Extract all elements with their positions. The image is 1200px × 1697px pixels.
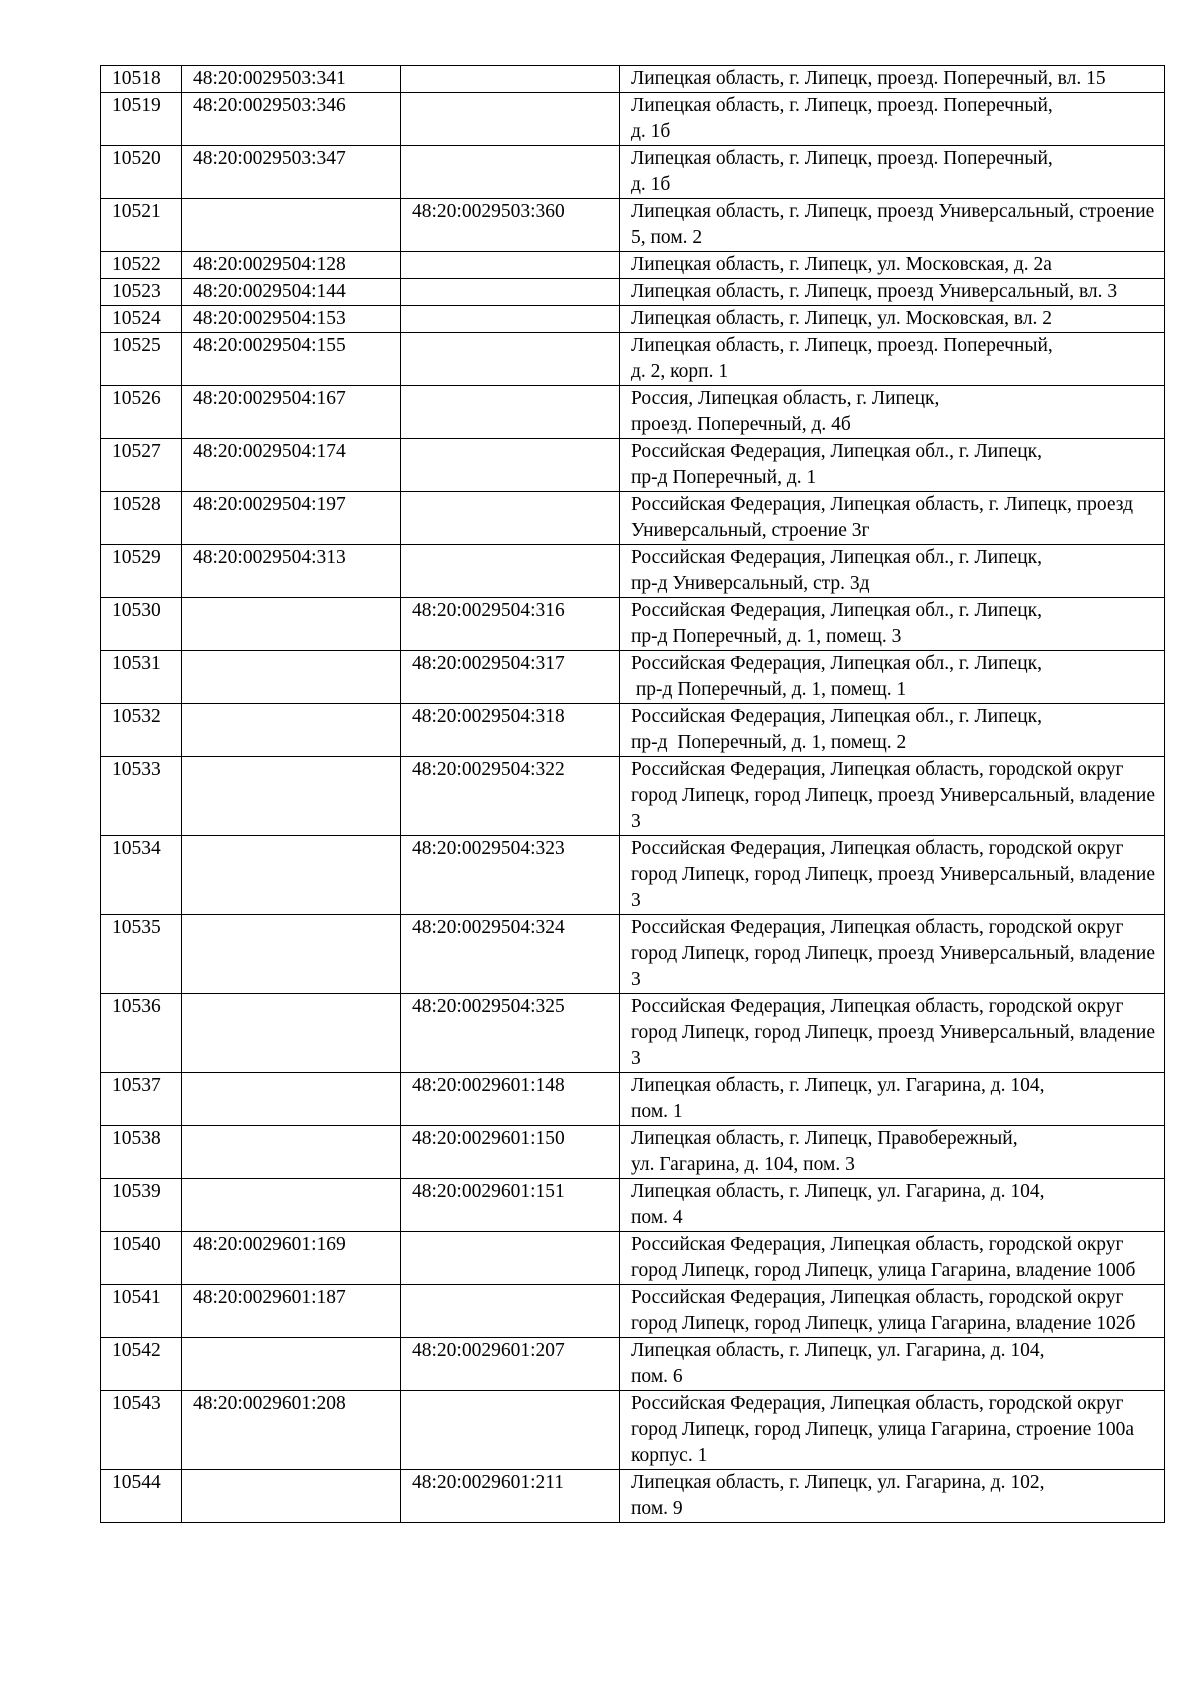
- object-cadastral-number-cell: [401, 386, 620, 439]
- address-cell: Российская Федерация, Липецкая область, городской округ город Липецк, город Липецк, проезд Универсальный, владение 3: [620, 915, 1165, 994]
- address-cell: Российская Федерация, Липецкая обл., г. Липецк, пр-д Поперечный, д. 1, помещ. 2: [620, 704, 1165, 757]
- row-number-cell: 10533: [101, 757, 182, 836]
- registry-table-body: [101, 66, 1165, 1523]
- row-number-cell: 10535: [101, 915, 182, 994]
- land-cadastral-number-cell: [182, 1338, 401, 1391]
- row-number-cell: 10519: [101, 93, 182, 146]
- object-cadastral-number-cell: 48:20:0029504:323: [401, 836, 620, 915]
- table-row: [101, 252, 1165, 279]
- address-cell: Российская Федерация, Липецкая область, городской округ город Липецк, город Липецк, улица Гагарина, владение 102б: [620, 1285, 1165, 1338]
- table-row: [101, 492, 1165, 545]
- land-cadastral-number-cell: 48:20:0029504:167: [182, 386, 401, 439]
- land-cadastral-number-cell: [182, 1179, 401, 1232]
- row-number-cell: 10524: [101, 306, 182, 333]
- table-row: [101, 1470, 1165, 1523]
- row-number-cell: 10523: [101, 279, 182, 306]
- object-cadastral-number-cell: 48:20:0029504:318: [401, 704, 620, 757]
- table-row: [101, 306, 1165, 333]
- address-cell: Российская Федерация, Липецкая область, городской округ город Липецк, город Липецк, улица Гагарина, владение 100б: [620, 1232, 1165, 1285]
- object-cadastral-number-cell: [401, 279, 620, 306]
- row-number-cell: 10529: [101, 545, 182, 598]
- table-row: [101, 1073, 1165, 1126]
- table-row: [101, 651, 1165, 704]
- address-cell: Российская Федерация, Липецкая область, городской округ город Липецк, город Липецк, проезд Универсальный, владение 3: [620, 836, 1165, 915]
- object-cadastral-number-cell: [401, 252, 620, 279]
- object-cadastral-number-cell: [401, 439, 620, 492]
- row-number-cell: 10518: [101, 66, 182, 93]
- address-cell: Российская Федерация, Липецкая область, г. Липецк, проезд Универсальный, строение 3г: [620, 492, 1165, 545]
- land-cadastral-number-cell: [182, 651, 401, 704]
- table-row: [101, 836, 1165, 915]
- land-cadastral-number-cell: 48:20:0029601:187: [182, 1285, 401, 1338]
- table-row: [101, 146, 1165, 199]
- object-cadastral-number-cell: [401, 492, 620, 545]
- address-cell: Российская Федерация, Липецкая область, городской округ город Липецк, город Липецк, улица Гагарина, строение 100а корпус. 1: [620, 1391, 1165, 1470]
- object-cadastral-number-cell: 48:20:0029601:211: [401, 1470, 620, 1523]
- table-row: [101, 439, 1165, 492]
- row-number-cell: 10539: [101, 1179, 182, 1232]
- land-cadastral-number-cell: [182, 1126, 401, 1179]
- table-row: [101, 1285, 1165, 1338]
- address-cell: Липецкая область, г. Липецк, проезд Универсальный, вл. 3: [620, 279, 1165, 306]
- object-cadastral-number-cell: [401, 93, 620, 146]
- row-number-cell: 10538: [101, 1126, 182, 1179]
- address-cell: Липецкая область, г. Липецк, проезд. Поперечный, д. 2, корп. 1: [620, 333, 1165, 386]
- address-cell: Российская Федерация, Липецкая обл., г. Липецк, пр-д Поперечный, д. 1, помещ. 1: [620, 651, 1165, 704]
- land-cadastral-number-cell: 48:20:0029504:153: [182, 306, 401, 333]
- address-cell: Липецкая область, г. Липецк, ул. Московская, д. 2а: [620, 252, 1165, 279]
- object-cadastral-number-cell: [401, 66, 620, 93]
- address-cell: Российская Федерация, Липецкая обл., г. Липецк, пр-д Поперечный, д. 1, помещ. 3: [620, 598, 1165, 651]
- object-cadastral-number-cell: 48:20:0029503:360: [401, 199, 620, 252]
- row-number-cell: 10525: [101, 333, 182, 386]
- row-number-cell: 10543: [101, 1391, 182, 1470]
- table-row: [101, 915, 1165, 994]
- object-cadastral-number-cell: [401, 333, 620, 386]
- land-cadastral-number-cell: [182, 915, 401, 994]
- land-cadastral-number-cell: [182, 1073, 401, 1126]
- address-cell: Липецкая область, г. Липецк, проезд. Поперечный, д. 1б: [620, 146, 1165, 199]
- table-row: [101, 545, 1165, 598]
- row-number-cell: 10520: [101, 146, 182, 199]
- land-cadastral-number-cell: 48:20:0029504:144: [182, 279, 401, 306]
- address-cell: Липецкая область, г. Липецк, ул. Московская, вл. 2: [620, 306, 1165, 333]
- object-cadastral-number-cell: 48:20:0029601:151: [401, 1179, 620, 1232]
- row-number-cell: 10531: [101, 651, 182, 704]
- table-row: [101, 1391, 1165, 1470]
- table-row: [101, 1338, 1165, 1391]
- row-number-cell: 10541: [101, 1285, 182, 1338]
- address-cell: Российская Федерация, Липецкая область, городской округ город Липецк, город Липецк, проезд Универсальный, владение 3: [620, 994, 1165, 1073]
- land-cadastral-number-cell: 48:20:0029503:346: [182, 93, 401, 146]
- address-cell: Липецкая область, г. Липецк, ул. Гагарина, д. 104, пом. 1: [620, 1073, 1165, 1126]
- table-row: [101, 93, 1165, 146]
- address-cell: Липецкая область, г. Липецк, ул. Гагарина, д. 104, пом. 6: [620, 1338, 1165, 1391]
- object-cadastral-number-cell: 48:20:0029504:316: [401, 598, 620, 651]
- land-cadastral-number-cell: 48:20:0029504:155: [182, 333, 401, 386]
- land-cadastral-number-cell: 48:20:0029504:313: [182, 545, 401, 598]
- land-cadastral-number-cell: [182, 1470, 401, 1523]
- land-cadastral-number-cell: 48:20:0029504:128: [182, 252, 401, 279]
- table-row: [101, 598, 1165, 651]
- object-cadastral-number-cell: 48:20:0029504:324: [401, 915, 620, 994]
- land-cadastral-number-cell: [182, 704, 401, 757]
- address-cell: Российская Федерация, Липецкая обл., г. Липецк, пр-д Поперечный, д. 1: [620, 439, 1165, 492]
- object-cadastral-number-cell: [401, 1391, 620, 1470]
- table-row: [101, 1232, 1165, 1285]
- row-number-cell: 10542: [101, 1338, 182, 1391]
- table-row: [101, 994, 1165, 1073]
- object-cadastral-number-cell: 48:20:0029504:325: [401, 994, 620, 1073]
- object-cadastral-number-cell: [401, 1285, 620, 1338]
- land-cadastral-number-cell: [182, 598, 401, 651]
- address-cell: Российская Федерация, Липецкая обл., г. Липецк, пр-д Универсальный, стр. 3д: [620, 545, 1165, 598]
- table-row: [101, 704, 1165, 757]
- land-cadastral-number-cell: [182, 199, 401, 252]
- object-cadastral-number-cell: [401, 1232, 620, 1285]
- row-number-cell: 10528: [101, 492, 182, 545]
- object-cadastral-number-cell: [401, 306, 620, 333]
- row-number-cell: 10534: [101, 836, 182, 915]
- row-number-cell: 10532: [101, 704, 182, 757]
- object-cadastral-number-cell: [401, 545, 620, 598]
- address-cell: Российская Федерация, Липецкая область, городской округ город Липецк, город Липецк, проезд Универсальный, владение 3: [620, 757, 1165, 836]
- table-row: [101, 386, 1165, 439]
- object-cadastral-number-cell: [401, 146, 620, 199]
- land-cadastral-number-cell: 48:20:0029601:208: [182, 1391, 401, 1470]
- address-cell: Липецкая область, г. Липецк, ул. Гагарина, д. 102, пом. 9: [620, 1470, 1165, 1523]
- land-cadastral-number-cell: 48:20:0029503:347: [182, 146, 401, 199]
- land-cadastral-number-cell: [182, 994, 401, 1073]
- table-row: [101, 279, 1165, 306]
- table-row: [101, 757, 1165, 836]
- row-number-cell: 10527: [101, 439, 182, 492]
- address-cell: Липецкая область, г. Липецк, проезд. Поперечный, вл. 15: [620, 66, 1165, 93]
- registry-table: [100, 65, 1165, 1523]
- land-cadastral-number-cell: 48:20:0029504:197: [182, 492, 401, 545]
- land-cadastral-number-cell: [182, 757, 401, 836]
- row-number-cell: 10526: [101, 386, 182, 439]
- land-cadastral-number-cell: 48:20:0029504:174: [182, 439, 401, 492]
- object-cadastral-number-cell: 48:20:0029504:322: [401, 757, 620, 836]
- table-row: [101, 66, 1165, 93]
- table-row: [101, 333, 1165, 386]
- row-number-cell: 10537: [101, 1073, 182, 1126]
- address-cell: Россия, Липецкая область, г. Липецк, проезд. Поперечный, д. 4б: [620, 386, 1165, 439]
- row-number-cell: 10522: [101, 252, 182, 279]
- address-cell: Липецкая область, г. Липецк, проезд Универсальный, строение 5, пом. 2: [620, 199, 1165, 252]
- row-number-cell: 10530: [101, 598, 182, 651]
- table-row: [101, 1126, 1165, 1179]
- address-cell: Липецкая область, г. Липецк, Правобережный, ул. Гагарина, д. 104, пом. 3: [620, 1126, 1165, 1179]
- object-cadastral-number-cell: 48:20:0029601:150: [401, 1126, 620, 1179]
- row-number-cell: 10544: [101, 1470, 182, 1523]
- object-cadastral-number-cell: 48:20:0029601:148: [401, 1073, 620, 1126]
- land-cadastral-number-cell: [182, 836, 401, 915]
- address-cell: Липецкая область, г. Липецк, ул. Гагарина, д. 104, пом. 4: [620, 1179, 1165, 1232]
- document-page: [100, 65, 1164, 1523]
- row-number-cell: 10536: [101, 994, 182, 1073]
- land-cadastral-number-cell: 48:20:0029503:341: [182, 66, 401, 93]
- land-cadastral-number-cell: 48:20:0029601:169: [182, 1232, 401, 1285]
- table-row: [101, 199, 1165, 252]
- object-cadastral-number-cell: 48:20:0029601:207: [401, 1338, 620, 1391]
- object-cadastral-number-cell: 48:20:0029504:317: [401, 651, 620, 704]
- row-number-cell: 10521: [101, 199, 182, 252]
- address-cell: Липецкая область, г. Липецк, проезд. Поперечный, д. 1б: [620, 93, 1165, 146]
- row-number-cell: 10540: [101, 1232, 182, 1285]
- table-row: [101, 1179, 1165, 1232]
